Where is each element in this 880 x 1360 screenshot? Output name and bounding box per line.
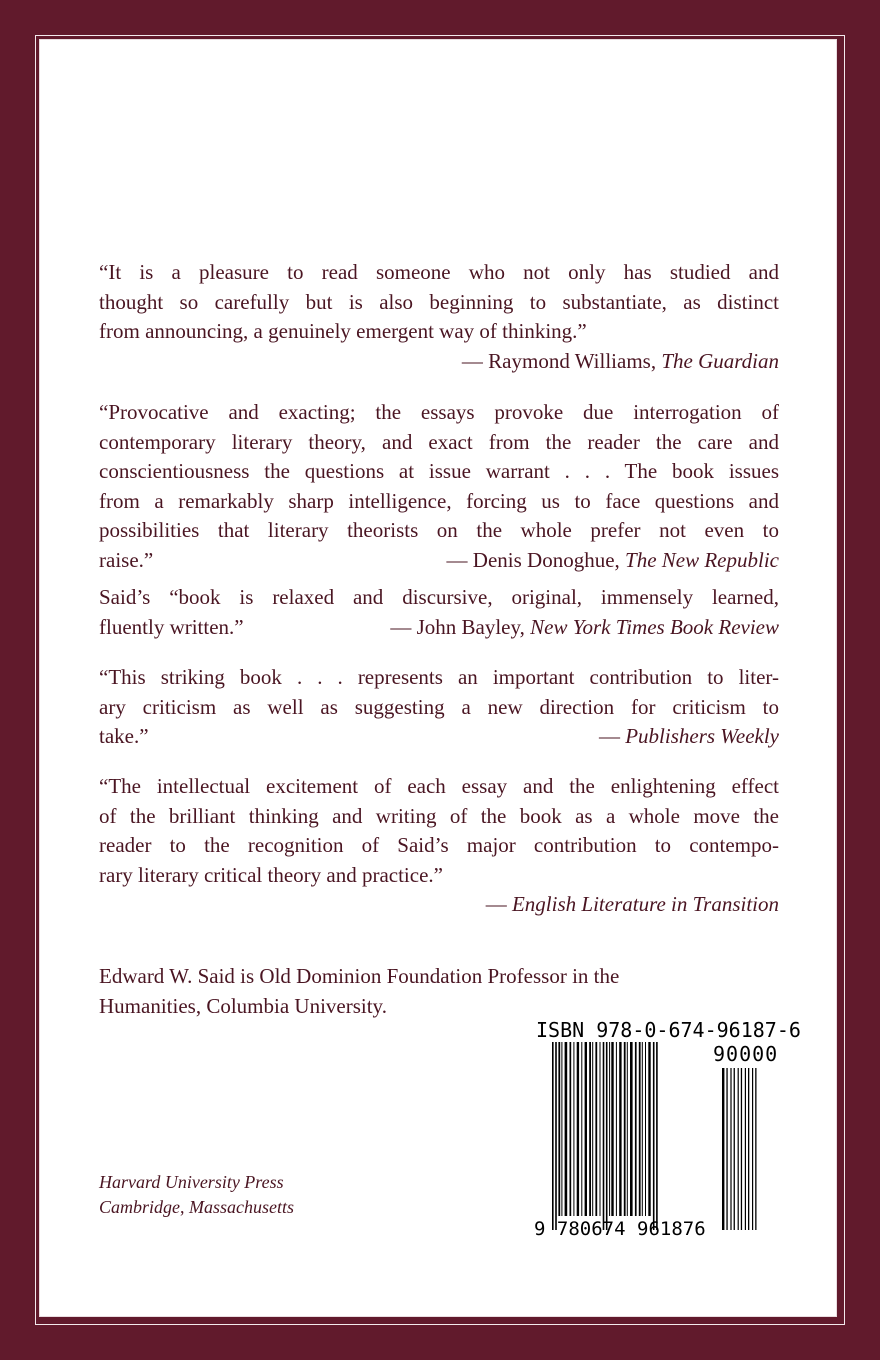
price-addon-number: 90000	[713, 1042, 779, 1066]
quote-line: conscientiousness the questions at issue warrant . . . The book issues	[99, 459, 779, 483]
quote-line: contemporary literary theory, and exact from the reader the care and	[99, 429, 779, 454]
quote-line: rary literary critical theory and practice.”	[99, 862, 443, 887]
bio-line: Humanities, Columbia University.	[99, 993, 387, 1018]
publisher-imprint	[99, 1170, 294, 1220]
ean-digits: 9 780674 961876	[534, 1218, 706, 1240]
isbn-barcode	[532, 1018, 801, 1244]
quote-line: thought so carefully but is also beginning to substantiate, as distinct	[99, 289, 779, 314]
quote-line: from announcing, a genuinely emergent way of thinking.”	[99, 319, 587, 343]
publisher-name: Harvard University Press	[99, 1172, 284, 1192]
review-quote-williams: “It is a pleasure to read someone who not only has studied and thought so carefully but is also beginning to substantiate, as distinct from announcing, a genuinely emergent way of thinking.” — Raymond Williams, The Guardian	[99, 260, 779, 373]
review-quote-publishers-weekly	[99, 663, 779, 752]
isbn-text: ISBN 978-0-674-96187-6	[536, 1018, 801, 1042]
quote-line: ary criticism as well as suggesting a new direction for criticism to	[99, 694, 779, 719]
quote-line: of the brilliant thinking and writing of the book as a whole move the	[99, 803, 779, 828]
quote-line-with-attribution: fluently written.” — John Bayley, New York Times Book Review	[99, 614, 779, 639]
author-bio	[99, 962, 779, 1021]
quote-line: Said’s “book is relaxed and discursive, original, immensely learned,	[99, 585, 779, 609]
bio-line: Edward W. Said is Old Dominion Foundation Professor in the	[99, 964, 620, 988]
review-quote-bayley	[99, 583, 779, 642]
barcode-bars-graphic	[532, 1018, 782, 1244]
quote-line: reader to the recognition of Said’s major contribution to contempo-	[99, 833, 779, 857]
quote-line: “This striking book . . . represents an important contribution to liter-	[99, 665, 779, 689]
quote-line: “Provocative and exacting; the essays provoke due interrogation of	[99, 400, 779, 424]
quote-line-with-attribution: raise.” — Denis Donoghue, The New Republic	[99, 547, 779, 572]
quote-line: “The intellectual excitement of each essay and the enlightening effect	[99, 774, 779, 798]
quote-line: from a remarkably sharp intelligence, forcing us to face questions and	[99, 488, 779, 513]
quote-line: possibilities that literary theorists on the whole prefer not even to	[99, 518, 779, 542]
review-quote-donoghue	[99, 398, 779, 575]
publisher-location: Cambridge, Massachusetts	[99, 1197, 294, 1217]
quote-line: “It is a pleasure to read someone who not only has studied and	[99, 260, 779, 284]
quote-line-with-attribution: take.” — Publishers Weekly	[99, 724, 779, 748]
review-quote-english-literature: “The intellectual excitement of each essay and the enlightening effect of the brilliant thinking and writing of the book as a whole move the reader to the recognition of Said’s major contribution to contempo- rary literary critical theory and practice.” — English Literature in Transition	[99, 774, 779, 916]
